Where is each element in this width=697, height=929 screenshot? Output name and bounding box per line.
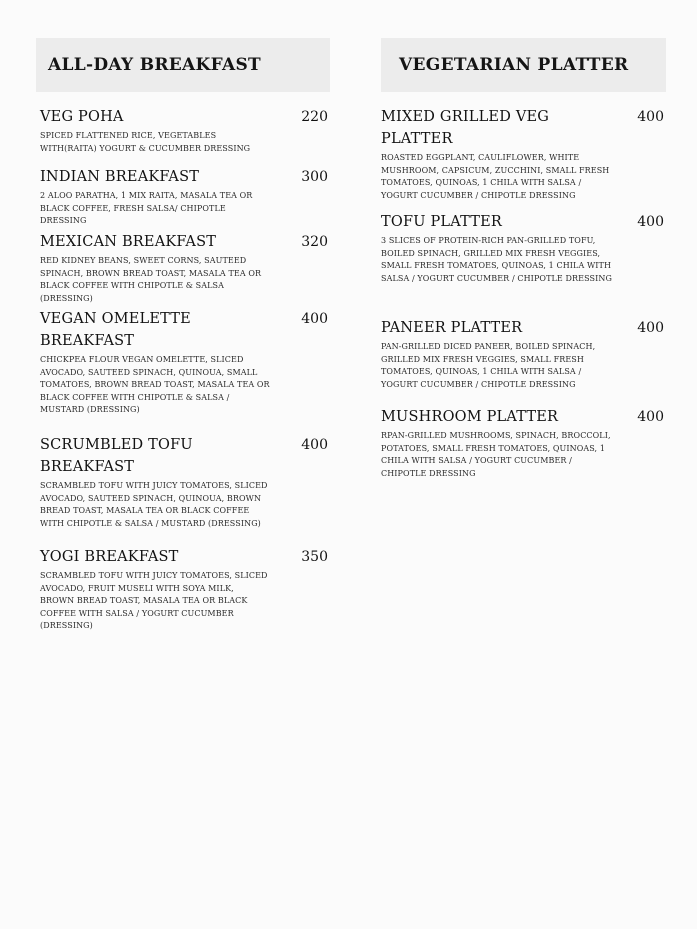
item-description: 2 ALOO PARATHA, 1 MIX RAITA, MASALA TEA OR BLACK COFFEE, FRESH SALSA/ CHIPOTLE DRESSING — [40, 191, 253, 225]
item-name: VEGAN OMELETTE BREAKFAST — [40, 311, 191, 349]
menu-item — [36, 106, 330, 155]
item-description: SPICED FLATTENED RICE, VEGETABLES WITH(RAITA) YOGURT & CUCUMBER DRESSING — [40, 131, 251, 153]
item-description: 3 SLICES OF PROTEIN-RICH PAN-GRILLED TOFU, BOILED SPINACH, GRILLED MIX FRESH VEGGIES, SMALL FRESH TOMATOES, QUINOAS, 1 CHILA WITH SALSA / YOGURT CUCUMBER / CHIPOTLE DRESSING — [381, 236, 612, 283]
item-description: CHICKPEA FLOUR VEGAN OMELETTE, SLICED AVOCADO, SAUTEED SPINACH, QUINOUA, SMALL TOMATOES, BROWN BREAD TOAST, MASALA TEA OR BLACK COFFEE WITH CHIPOTLE & SALSA / MUSTARD (DRESSING) — [40, 355, 270, 414]
menu-item — [381, 106, 666, 202]
item-description: SCRAMBLED TOFU WITH JUICY TOMATOES, SLICED AVOCADO, SAUTEED SPINACH, QUINOUA, BROWN BREAD TOAST, MASALA TEA OR BLACK COFFEE WITH CHIPOTLE & SALSA / MUSTARD (DRESSING) — [40, 481, 268, 528]
menu-item — [36, 546, 330, 633]
item-price: 400 — [301, 311, 328, 327]
item-description: ROASTED EGGPLANT, CAULIFLOWER, WHITE MUSHROOM, CAPSICUM, ZUCCHINI, SMALL FRESH TOMATOES, QUINOAS, 1 CHILA WITH SALSA / YOGURT CUCUMBER / CHIPOTLE DRESSING — [381, 153, 610, 200]
item-name: MIXED GRILLED VEG PLATTER — [381, 109, 550, 147]
item-price: 400 — [637, 214, 664, 230]
item-description: SCRAMBLED TOFU WITH JUICY TOMATOES, SLICED AVOCADO, FRUIT MUSELI WITH SOYA MILK, BROWN BREAD TOAST, MASALA TEA OR BLACK COFFEE WITH SALSA / YOGURT CUCUMBER (DRESSING) — [40, 571, 268, 630]
item-price: 220 — [301, 109, 328, 125]
section-title-platter: VEGETARIAN PLATTER — [381, 38, 666, 92]
item-price: 350 — [301, 549, 328, 565]
all-day-breakfast-section — [36, 38, 330, 630]
item-name: MEXICAN BREAKFAST — [40, 234, 217, 250]
item-name: INDIAN BREAKFAST — [40, 169, 200, 185]
item-name: YOGI BREAKFAST — [40, 549, 179, 565]
item-description: PAN-GRILLED DICED PANEER, BOILED SPINACH, GRILLED MIX FRESH VEGGIES, SMALL FRESH TOMATOES, QUINOAS, 1 CHILA WITH SALSA / YOGURT CUCUMBER / CHIPOTLE DRESSING — [381, 342, 596, 389]
item-name: MUSHROOM PLATTER — [381, 409, 559, 425]
item-price: 400 — [637, 320, 664, 336]
menu-item — [381, 317, 666, 391]
item-description: RPAN-GRILLED MUSHROOMS, SPINACH, BROCCOLI, POTATOES, SMALL FRESH TOMATOES, QUINOAS, 1 CHILA WITH SALSA / YOGURT CUCUMBER / CHIPOTLE DRESSING — [381, 431, 611, 478]
item-name: PANEER PLATTER — [381, 320, 523, 336]
menu-item — [36, 166, 330, 228]
item-name: TOFU PLATTER — [381, 214, 503, 230]
item-price: 400 — [637, 409, 664, 425]
menu-item — [36, 231, 330, 305]
menu-item — [36, 434, 330, 530]
item-name: VEG POHA — [40, 109, 124, 125]
menu-item — [381, 211, 666, 285]
item-name: SCRUMBLED TOFU BREAKFAST — [40, 437, 193, 475]
vegetarian-platter-section — [381, 38, 666, 478]
item-price: 400 — [301, 437, 328, 453]
menu-item — [381, 406, 666, 480]
item-price: 320 — [301, 234, 328, 250]
item-description: RED KIDNEY BEANS, SWEET CORNS, SAUTEED SPINACH, BROWN BREAD TOAST, MASALA TEA OR BLACK COFFEE WITH CHIPOTLE & SALSA (DRESSING) — [40, 256, 262, 303]
menu-item — [36, 308, 330, 417]
item-price: 300 — [301, 169, 328, 185]
item-price: 400 — [637, 109, 664, 125]
section-title-breakfast: ALL-DAY BREAKFAST — [36, 38, 330, 92]
